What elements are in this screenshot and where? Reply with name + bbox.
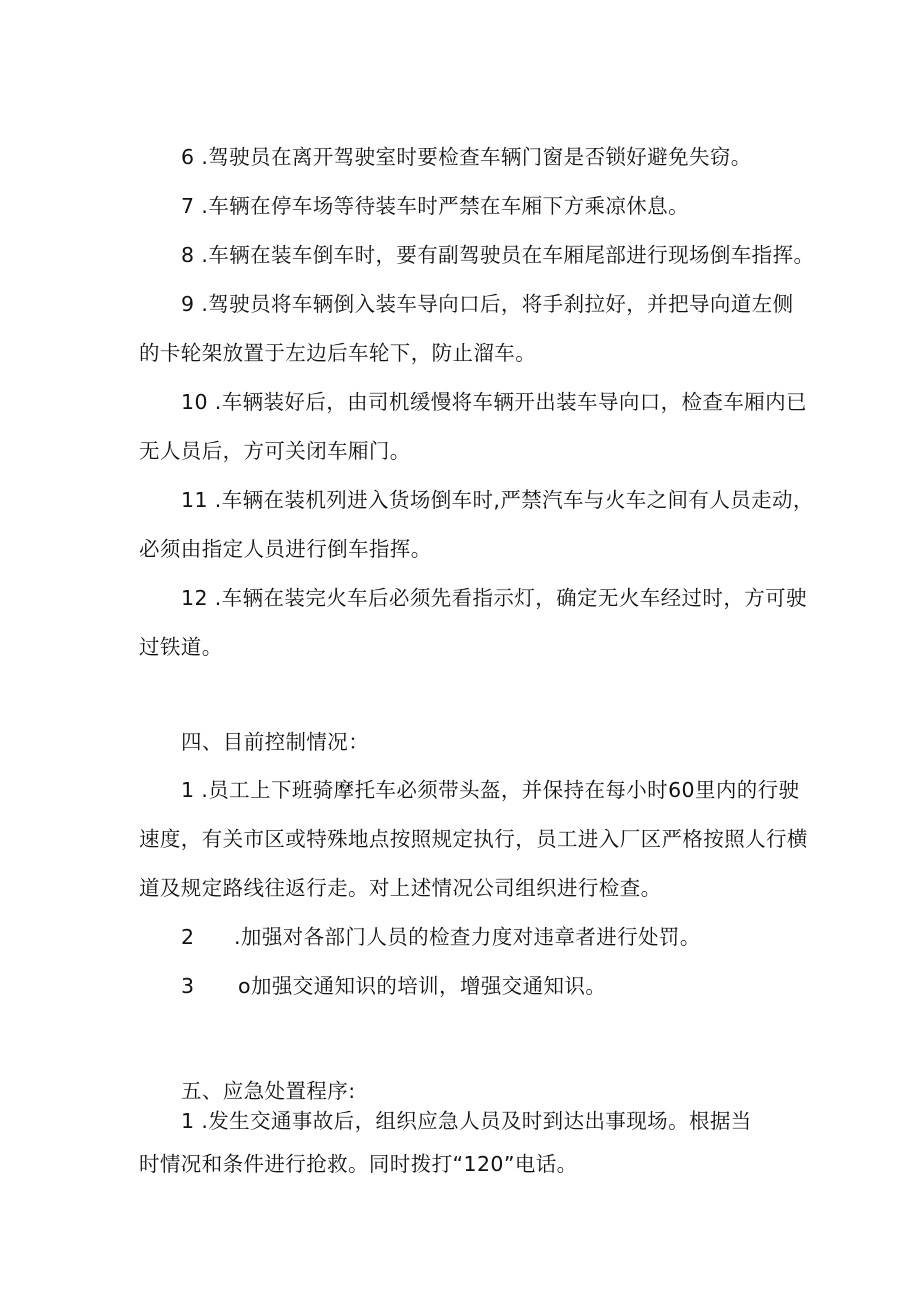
item-11-line-2: 必须由指定人员进行倒车指挥。: [139, 537, 432, 561]
item-9-line-2: 的卡轮架放置于左边后车轮下，防止溜车。: [139, 341, 537, 365]
item-12-line-2: 过铁道。: [139, 635, 223, 659]
section-4-heading: 四、目前控制情况：: [181, 730, 370, 754]
section-4-item-2-number: 2: [181, 925, 195, 949]
section-4-item-2-text: .加强对各部门人员的检查力度对违章者进行处罚。: [234, 925, 701, 949]
section-4-item-3-text: o加强交通知识的培训，增强交通知识。: [238, 974, 607, 998]
section-5-item-1-line-2: 时情况和条件进行抢救。同时拨打“120”电话。: [139, 1152, 578, 1176]
section-4-item-1-line-3: 道及规定路线往返行走。对上述情况公司组织进行检查。: [139, 876, 662, 900]
section-5-item-1-line-1: 1 .发生交通事故后，组织应急人员及时到达出事现场。根据当: [181, 1109, 752, 1133]
item-7-line-1: 7 .车辆在停车场等待装车时严禁在车厢下方乘凉休息。: [181, 194, 689, 218]
item-6-line-1: 6 .驾驶员在离开驾驶室时要检查车辆门窗是否锁好避免失窃。: [181, 145, 752, 169]
section-5-heading: 五、应急处置程序:: [181, 1079, 356, 1103]
item-8-line-1: 8 .车辆在装车倒车时，要有副驾驶员在车厢尾部进行现场倒车指挥。: [181, 243, 815, 267]
section-4-item-1-line-2: 速度，有关市区或特殊地点按照规定执行，员工进入厂区严格按照人行横: [139, 827, 808, 851]
item-10-line-1: 10 .车辆装好后，由司机缓慢将车辆开出装车导向口，检查车厢内已: [181, 390, 807, 414]
item-12-line-1: 12 .车辆在装完火车后必须先看指示灯，确定无火车经过时，方可驶: [181, 586, 807, 610]
item-10-line-2: 无人员后，方可关闭车厢门。: [139, 439, 411, 463]
section-4-item-1-line-1: 1 .员工上下班骑摩托车必须带头盔，并保持在每小时60里内的行驶: [181, 778, 800, 802]
item-9-line-1: 9 .驾驶员将车辆倒入装车导向口后，将手刹拉好，并把导向道左侧: [181, 292, 794, 316]
section-4-item-3-number: 3: [181, 974, 195, 998]
item-11-line-1: 11 .车辆在装机列进入货场倒车时,严禁汽车与火车之间有人员走动，: [181, 488, 814, 512]
